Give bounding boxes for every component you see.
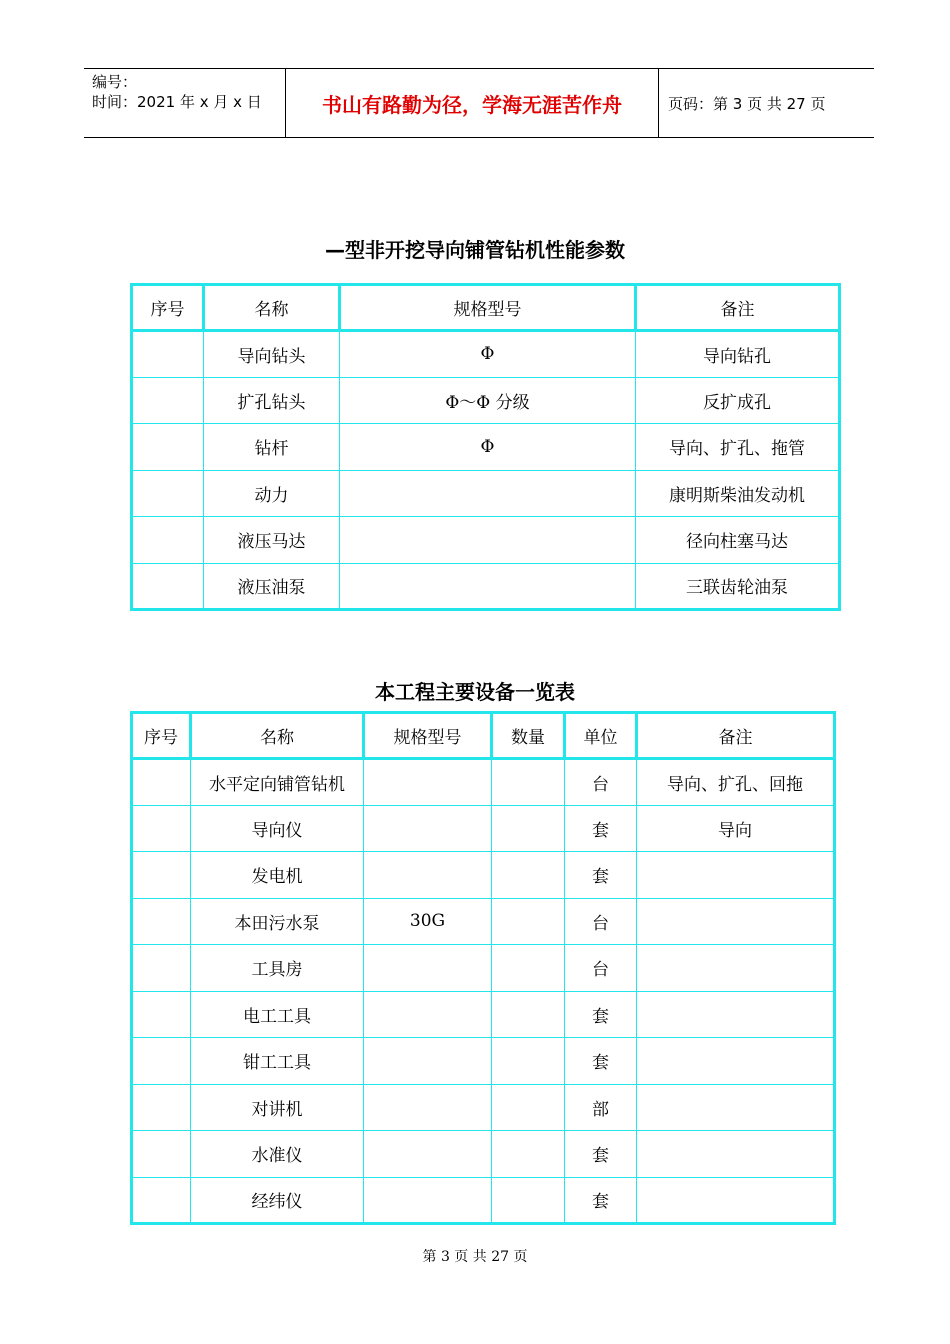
- table-row: [132, 805, 835, 852]
- header-page-label: 页码：第 3 页 共 27 页: [668, 94, 826, 113]
- table-cell: 钻杆: [204, 424, 340, 471]
- table-cell: [492, 852, 565, 899]
- table-cell: 本田污水泵: [191, 898, 364, 945]
- table-cell: [492, 991, 565, 1038]
- table-cell: [637, 1084, 835, 1131]
- table-cell: [132, 805, 191, 852]
- table-cell: 30G: [364, 898, 492, 945]
- table-cell: 径向柱塞马达: [636, 517, 840, 564]
- table-cell: 康明斯柴油发动机: [636, 470, 840, 517]
- table-cell: [340, 563, 636, 610]
- table-cell: [637, 1177, 835, 1224]
- table-cell: [364, 852, 492, 899]
- table-cell: [637, 945, 835, 992]
- table-cell: [492, 805, 565, 852]
- table-cell: [132, 563, 204, 610]
- page-footer: 第 3 页 共 27 页: [422, 1249, 528, 1265]
- table-cell: 钳工工具: [191, 1038, 364, 1085]
- table-cell: 扩孔钻头: [204, 377, 340, 424]
- table-cell: 套: [565, 1038, 637, 1085]
- table-cell: 对讲机: [191, 1084, 364, 1131]
- table-cell: [364, 1177, 492, 1224]
- table-cell: 台: [565, 898, 637, 945]
- table-row: [132, 1084, 835, 1131]
- table-cell: [637, 991, 835, 1038]
- table-cell: [492, 759, 565, 806]
- table-row: [132, 377, 840, 424]
- table1-title: —型非开挖导向铺管钻机性能参数: [325, 238, 625, 262]
- table-cell: [132, 377, 204, 424]
- table-row: [132, 563, 840, 610]
- table-cell: [364, 1084, 492, 1131]
- table-cell: [364, 991, 492, 1038]
- table-cell: [132, 991, 191, 1038]
- table-cell: 套: [565, 991, 637, 1038]
- table-cell: [637, 1038, 835, 1085]
- page-header: [84, 68, 874, 138]
- table-row: [132, 759, 835, 806]
- table-row: [132, 1038, 835, 1085]
- table-row: [132, 852, 835, 899]
- table-row: [132, 1131, 835, 1178]
- table-cell: [132, 1038, 191, 1085]
- table-cell: 导向钻孔: [636, 331, 840, 378]
- table-cell: [340, 470, 636, 517]
- table-cell: Φ～Φ 分级: [340, 377, 636, 424]
- table-cell: [492, 1038, 565, 1085]
- table-cell: [340, 517, 636, 564]
- table-cell: 导向钻头: [204, 331, 340, 378]
- table-cell: 发电机: [191, 852, 364, 899]
- time-label: 时间：2021 年 x 月 x 日: [92, 93, 262, 111]
- drill-parameters-table: [130, 283, 841, 611]
- header-motto: 书山有路勤为径，学海无涯苦作舟: [285, 69, 659, 137]
- table-cell: [132, 470, 204, 517]
- table-cell: [132, 424, 204, 471]
- table-cell: [492, 1131, 565, 1178]
- table-row: [132, 331, 840, 378]
- table-cell: 导向、扩孔、拖管: [636, 424, 840, 471]
- table-header-row: [132, 285, 840, 331]
- table-cell: [132, 945, 191, 992]
- table-cell: [492, 945, 565, 992]
- table-cell: 导向: [637, 805, 835, 852]
- table-row: [132, 1177, 835, 1224]
- table-cell: 工具房: [191, 945, 364, 992]
- equipment-list-table: [130, 711, 836, 1225]
- number-label: 编号：: [92, 73, 138, 91]
- column-header: 规格型号: [340, 285, 636, 331]
- table-cell: 电工工具: [191, 991, 364, 1038]
- table-row: [132, 517, 840, 564]
- table-cell: 液压油泵: [204, 563, 340, 610]
- table-cell: [132, 898, 191, 945]
- table-row: [132, 991, 835, 1038]
- table-cell: 水平定向铺管钻机: [191, 759, 364, 806]
- table-cell: [492, 898, 565, 945]
- table-cell: 套: [565, 852, 637, 899]
- header-meta: [92, 69, 282, 140]
- table-cell: Φ: [340, 424, 636, 471]
- table-cell: [132, 852, 191, 899]
- table-cell: [492, 1177, 565, 1224]
- table-cell: 导向、扩孔、回拖: [637, 759, 835, 806]
- table-cell: 液压马达: [204, 517, 340, 564]
- table-cell: [132, 331, 204, 378]
- table-cell: 部: [565, 1084, 637, 1131]
- table-cell: [637, 898, 835, 945]
- table-cell: 动力: [204, 470, 340, 517]
- column-header: 单位: [565, 713, 637, 759]
- table-cell: [492, 1084, 565, 1131]
- table-cell: [132, 1131, 191, 1178]
- column-header: 备注: [637, 713, 835, 759]
- column-header: 备注: [636, 285, 840, 331]
- column-header: 名称: [204, 285, 340, 331]
- column-header: 名称: [191, 713, 364, 759]
- table-cell: [132, 1177, 191, 1224]
- table-cell: 台: [565, 759, 637, 806]
- table-cell: [364, 945, 492, 992]
- column-header: 序号: [132, 285, 204, 331]
- table-cell: [132, 1084, 191, 1131]
- table-header-row: [132, 713, 835, 759]
- table-row: [132, 424, 840, 471]
- table-cell: 套: [565, 1131, 637, 1178]
- table-cell: 套: [565, 805, 637, 852]
- table-cell: 经纬仪: [191, 1177, 364, 1224]
- table-cell: [637, 852, 835, 899]
- table-row: [132, 945, 835, 992]
- table-cell: 水准仪: [191, 1131, 364, 1178]
- table-row: [132, 898, 835, 945]
- table-cell: [364, 1131, 492, 1178]
- table-cell: [637, 1131, 835, 1178]
- column-header: 数量: [492, 713, 565, 759]
- table-cell: [364, 805, 492, 852]
- table-cell: [132, 517, 204, 564]
- table-cell: [364, 759, 492, 806]
- table2-title: 本工程主要设备一览表: [375, 680, 575, 704]
- table-cell: 三联齿轮油泵: [636, 563, 840, 610]
- table-cell: 台: [565, 945, 637, 992]
- table-cell: 导向仪: [191, 805, 364, 852]
- column-header: 规格型号: [364, 713, 492, 759]
- table-row: [132, 470, 840, 517]
- table-cell: 套: [565, 1177, 637, 1224]
- table-cell: 反扩成孔: [636, 377, 840, 424]
- column-header: 序号: [132, 713, 191, 759]
- table-cell: [132, 759, 191, 806]
- table-cell: Φ: [340, 331, 636, 378]
- table-cell: [364, 1038, 492, 1085]
